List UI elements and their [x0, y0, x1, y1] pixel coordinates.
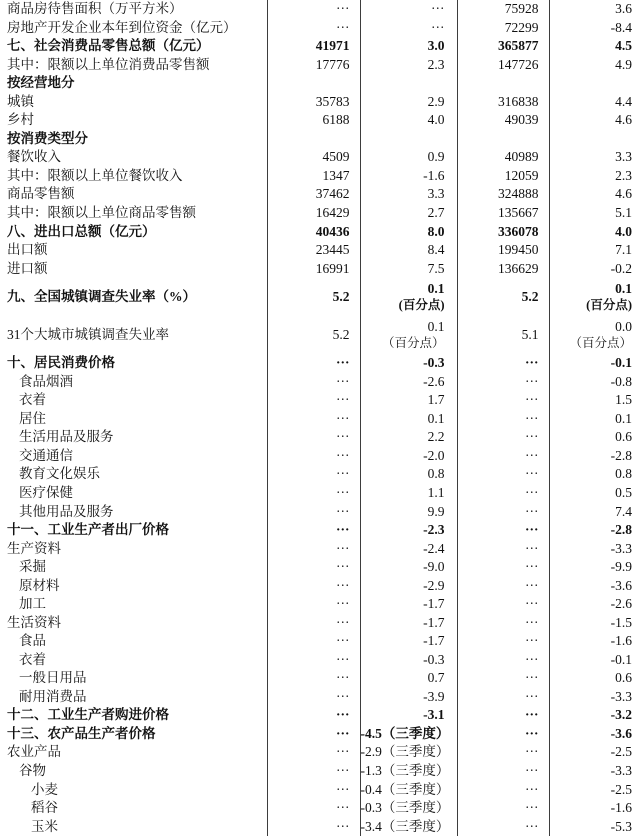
- cell-value: ···: [267, 428, 360, 447]
- row-label: 教育文化娱乐: [19, 466, 100, 482]
- row-label: 小麦: [31, 781, 58, 797]
- cell-value: ···: [457, 558, 549, 577]
- cell-value: 5.1: [549, 204, 644, 223]
- table-row: [0, 725, 644, 744]
- cell-value: 5.2: [267, 316, 360, 354]
- cell-value: -5.3: [549, 817, 644, 836]
- row-label: 加工: [19, 596, 46, 612]
- table-row: [0, 428, 644, 447]
- cell-value: ···: [267, 651, 360, 670]
- cell-value: -0.4（三季度）: [360, 780, 457, 799]
- cell-value: 40989: [457, 148, 549, 167]
- cell-value: -3.4（三季度）: [360, 817, 457, 836]
- cell-value: 5.2: [267, 278, 360, 316]
- row-label: 出口额: [7, 242, 48, 258]
- row-label: 31个大城市城镇调查失业率: [7, 326, 169, 342]
- table-row: [0, 465, 644, 484]
- cell-value: -1.5: [549, 614, 644, 633]
- cell-value: 0.8: [549, 465, 644, 484]
- cell-value: ···: [457, 391, 549, 410]
- table-row: [0, 373, 644, 392]
- row-label: 医疗保健: [19, 485, 73, 501]
- cell-value: ···: [267, 521, 360, 540]
- cell-value: ···: [457, 577, 549, 596]
- row-label: 生产资料: [7, 540, 61, 556]
- row-label: 其他用品及服务: [19, 503, 114, 519]
- cell-value: -3.2: [549, 706, 644, 725]
- cell-value: 5.2: [457, 278, 549, 316]
- table-row: [0, 799, 644, 818]
- cell-value: 3.0: [360, 37, 457, 56]
- table-row: [0, 614, 644, 633]
- cell-value: 35783: [267, 93, 360, 112]
- cell-value: 0.1 （百分点）: [360, 316, 457, 354]
- cell-value: ···: [457, 743, 549, 762]
- cell-value: -1.3（三季度）: [360, 762, 457, 781]
- cell-value: -2.9: [360, 577, 457, 596]
- cell-value: 37462: [267, 185, 360, 204]
- cell-value: 1.1: [360, 484, 457, 503]
- cell-value: 0.1 (百分点): [360, 278, 457, 316]
- table-row: [0, 521, 644, 540]
- cell-value: 0.6: [549, 669, 644, 688]
- cell-unit-note: （百分点）: [381, 336, 445, 351]
- table-row: [0, 577, 644, 596]
- cell-value: 41971: [267, 37, 360, 56]
- cell-value: 4.0: [549, 222, 644, 241]
- table-row: [0, 780, 644, 799]
- row-label: 房地产开发企业本年到位资金（亿元）: [7, 19, 237, 35]
- cell-value: 17776: [267, 56, 360, 75]
- cell-value: ···: [267, 762, 360, 781]
- cell-value: 135667: [457, 204, 549, 223]
- cell-value: -2.8: [549, 521, 644, 540]
- cell-value: ···: [457, 373, 549, 392]
- table-row: [0, 688, 644, 707]
- cell-value: ···: [267, 484, 360, 503]
- cell-value: 49039: [457, 111, 549, 130]
- cell-value: ···: [267, 743, 360, 762]
- cell-value: -2.8: [549, 447, 644, 466]
- cell-value: 0.7: [360, 669, 457, 688]
- table-row: [0, 0, 644, 19]
- cell-value: [457, 74, 549, 93]
- table-row: [0, 391, 644, 410]
- row-label: 食品烟酒: [19, 373, 73, 389]
- table-row: [0, 167, 644, 186]
- table-row: [0, 278, 644, 316]
- cell-value: 0.6: [549, 428, 644, 447]
- table-row: [0, 148, 644, 167]
- cell-value: ···: [457, 725, 549, 744]
- row-label: 十、居民消费价格: [7, 355, 115, 371]
- cell-value: ···: [457, 762, 549, 781]
- cell-value: 7.1: [549, 241, 644, 260]
- table-row: [0, 93, 644, 112]
- cell-value: ···: [457, 521, 549, 540]
- cell-value: 72299: [457, 19, 549, 38]
- row-label: 谷物: [19, 762, 46, 778]
- row-label: 衣着: [19, 392, 46, 408]
- table-row: [0, 632, 644, 651]
- table-row: [0, 74, 644, 93]
- cell-value: 336078: [457, 222, 549, 241]
- row-label: 九、全国城镇调查失业率（%）: [7, 288, 196, 304]
- row-label: 采掘: [19, 559, 46, 575]
- cell-value: 0.0 （百分点）: [549, 316, 644, 354]
- row-label: 一般日用品: [19, 670, 87, 686]
- cell-value: ···: [360, 19, 457, 38]
- cell-value: -4.5（三季度）: [360, 725, 457, 744]
- cell-value: -3.1: [360, 706, 457, 725]
- row-label: 八、进出口总额（亿元）: [7, 223, 156, 239]
- cell-value: ···: [267, 558, 360, 577]
- cell-value: ···: [457, 799, 549, 818]
- cell-value: ···: [457, 595, 549, 614]
- row-label: 其中：限额以上单位消费品零售额: [7, 56, 210, 72]
- cell-unit-note: (百分点): [586, 298, 632, 312]
- cell-value: 3.3: [360, 185, 457, 204]
- cell-value: 4.4: [549, 93, 644, 112]
- table-row: [0, 595, 644, 614]
- cell-value: 40436: [267, 222, 360, 241]
- cell-value: -2.5: [549, 780, 644, 799]
- cell-value: 12059: [457, 167, 549, 186]
- cell-value: 0.5: [549, 484, 644, 503]
- cell-value: ···: [457, 669, 549, 688]
- cell-value: 16429: [267, 204, 360, 223]
- row-label: 玉米: [31, 818, 58, 834]
- cell-value: 2.2: [360, 428, 457, 447]
- cell-value: ···: [457, 428, 549, 447]
- cell-value: ···: [267, 799, 360, 818]
- cell-value: -3.3: [549, 539, 644, 558]
- cell-value: 4.6: [549, 111, 644, 130]
- row-label: 交通通信: [19, 447, 73, 463]
- cell-value: ···: [267, 688, 360, 707]
- cell-value: 7.4: [549, 502, 644, 521]
- cell-value: -2.4: [360, 539, 457, 558]
- cell-value: ···: [457, 614, 549, 633]
- row-label: 十三、农产品生产者价格: [7, 725, 156, 741]
- table-row: [0, 651, 644, 670]
- cell-value: ···: [267, 817, 360, 836]
- cell-value: 0.1 (百分点): [549, 278, 644, 316]
- cell-value: 199450: [457, 241, 549, 260]
- cell-value: ···: [457, 484, 549, 503]
- cell-value: 16991: [267, 259, 360, 278]
- cell-value: ···: [267, 391, 360, 410]
- table-row: [0, 669, 644, 688]
- cell-value: 147726: [457, 56, 549, 75]
- cell-value: -3.6: [549, 725, 644, 744]
- cell-value: ···: [267, 595, 360, 614]
- cell-value: 1347: [267, 167, 360, 186]
- cell-value: 4.9: [549, 56, 644, 75]
- cell-value: [549, 130, 644, 149]
- cell-value: ···: [457, 706, 549, 725]
- cell-value: -1.6: [360, 167, 457, 186]
- cell-value: 5.1: [457, 316, 549, 354]
- cell-value: ···: [267, 19, 360, 38]
- row-label: 进口额: [7, 260, 48, 276]
- table-row: [0, 316, 644, 354]
- cell-value: -0.3（三季度）: [360, 799, 457, 818]
- table-row: [0, 502, 644, 521]
- cell-value: -9.0: [360, 558, 457, 577]
- cell-value: ···: [267, 354, 360, 373]
- cell-value: ···: [267, 465, 360, 484]
- table-row: [0, 185, 644, 204]
- table-row: [0, 354, 644, 373]
- cell-value: ···: [457, 651, 549, 670]
- table-row: [0, 130, 644, 149]
- cell-value: 6188: [267, 111, 360, 130]
- cell-value: ···: [267, 780, 360, 799]
- table-row: [0, 743, 644, 762]
- cell-value: -1.6: [549, 799, 644, 818]
- row-label: 七、社会消费品零售总额（亿元）: [7, 38, 210, 54]
- cell-value: -1.7: [360, 614, 457, 633]
- cell-value: -2.6: [360, 373, 457, 392]
- table-row: [0, 447, 644, 466]
- cell-value: -0.2: [549, 259, 644, 278]
- cell-value: ···: [457, 502, 549, 521]
- cell-value: 324888: [457, 185, 549, 204]
- row-label: 商品房待售面积（万平方米）: [7, 1, 183, 17]
- cell-value: -0.1: [549, 354, 644, 373]
- table-row: [0, 56, 644, 75]
- cell-value: ···: [267, 614, 360, 633]
- cell-value: -1.6: [549, 632, 644, 651]
- cell-value: [457, 130, 549, 149]
- cell-value: 1.5: [549, 391, 644, 410]
- cell-value: -1.7: [360, 595, 457, 614]
- row-label: 食品: [19, 633, 46, 649]
- row-label: 按消费类型分: [7, 130, 88, 146]
- cell-value: -3.3: [549, 688, 644, 707]
- cell-value: [267, 130, 360, 149]
- cell-value: 2.9: [360, 93, 457, 112]
- table-row: [0, 37, 644, 56]
- cell-value: -3.9: [360, 688, 457, 707]
- row-label: 十二、工业生产者购进价格: [7, 707, 169, 723]
- row-label: 按经营地分: [7, 75, 75, 91]
- cell-value: 4.5: [549, 37, 644, 56]
- row-label: 餐饮收入: [7, 149, 61, 165]
- cell-value: ···: [457, 539, 549, 558]
- cell-value: ···: [457, 632, 549, 651]
- row-label: 商品零售额: [7, 186, 75, 202]
- row-label: 农业产品: [7, 744, 61, 760]
- cell-value: [360, 130, 457, 149]
- cell-value: 9.9: [360, 502, 457, 521]
- cell-value: -2.9（三季度）: [360, 743, 457, 762]
- cell-value: 2.3: [549, 167, 644, 186]
- cell-value: 0.1: [549, 410, 644, 429]
- table-row: [0, 19, 644, 38]
- cell-value: 0.1: [360, 410, 457, 429]
- row-label: 耐用消费品: [19, 688, 87, 704]
- cell-value: ···: [267, 502, 360, 521]
- cell-value: -2.5: [549, 743, 644, 762]
- cell-value: [549, 74, 644, 93]
- cell-value: [267, 74, 360, 93]
- row-label: 生活资料: [7, 614, 61, 630]
- cell-value: 75928: [457, 0, 549, 19]
- table-row: [0, 241, 644, 260]
- cell-value: -8.4: [549, 19, 644, 38]
- table-row: [0, 259, 644, 278]
- cell-value: ···: [267, 577, 360, 596]
- table-row: [0, 706, 644, 725]
- cell-value: 2.7: [360, 204, 457, 223]
- cell-value: ···: [267, 410, 360, 429]
- row-label: 城镇: [7, 93, 34, 109]
- row-label: 原材料: [19, 577, 60, 593]
- row-label: 生活用品及服务: [19, 429, 114, 445]
- cell-value: -2.0: [360, 447, 457, 466]
- row-label: 乡村: [7, 112, 34, 128]
- cell-value: ···: [267, 539, 360, 558]
- cell-value: -2.3: [360, 521, 457, 540]
- cell-unit-note: (百分点): [398, 298, 445, 312]
- cell-value: -1.7: [360, 632, 457, 651]
- cell-value: 8.0: [360, 222, 457, 241]
- cell-value: 3.3: [549, 148, 644, 167]
- row-label: 稻谷: [31, 800, 58, 816]
- cell-value: -0.1: [549, 651, 644, 670]
- cell-value: -0.8: [549, 373, 644, 392]
- cell-value: 7.5: [360, 259, 457, 278]
- table-row: [0, 410, 644, 429]
- cell-value: ···: [457, 688, 549, 707]
- cell-value: ···: [457, 447, 549, 466]
- cell-value: 365877: [457, 37, 549, 56]
- cell-value: 1.7: [360, 391, 457, 410]
- cell-value: ···: [457, 354, 549, 373]
- cell-value: ···: [360, 0, 457, 19]
- cell-value: -3.3: [549, 762, 644, 781]
- cell-value: ···: [457, 465, 549, 484]
- table-row: [0, 558, 644, 577]
- cell-value: ···: [267, 725, 360, 744]
- cell-value: 0.9: [360, 148, 457, 167]
- row-label: 十一、工业生产者出厂价格: [7, 522, 169, 538]
- cell-value: ···: [267, 669, 360, 688]
- row-label: 其中：限额以上单位商品零售额: [7, 205, 196, 221]
- cell-value: ···: [267, 706, 360, 725]
- cell-value: 136629: [457, 259, 549, 278]
- row-label: 衣着: [19, 651, 46, 667]
- cell-value: 3.6: [549, 0, 644, 19]
- table-row: [0, 484, 644, 503]
- cell-unit-note: （百分点）: [569, 336, 632, 351]
- table-row: [0, 762, 644, 781]
- cell-value: -9.9: [549, 558, 644, 577]
- table-row: [0, 817, 644, 836]
- cell-value: -3.6: [549, 577, 644, 596]
- table-row: [0, 539, 644, 558]
- cell-value: 4.6: [549, 185, 644, 204]
- table-row: [0, 222, 644, 241]
- cell-value: 4.0: [360, 111, 457, 130]
- row-label: 居住: [19, 410, 46, 426]
- cell-value: 316838: [457, 93, 549, 112]
- table-row: [0, 111, 644, 130]
- cell-value: ···: [457, 410, 549, 429]
- cell-value: 8.4: [360, 241, 457, 260]
- cell-value: -2.6: [549, 595, 644, 614]
- cell-value: -0.3: [360, 354, 457, 373]
- row-label: 其中：限额以上单位餐饮收入: [7, 167, 183, 183]
- cell-value: 23445: [267, 241, 360, 260]
- cell-value: [360, 74, 457, 93]
- cell-value: ···: [267, 447, 360, 466]
- cell-value: ···: [267, 373, 360, 392]
- cell-value: -0.3: [360, 651, 457, 670]
- cell-value: 0.8: [360, 465, 457, 484]
- cell-value: 2.3: [360, 56, 457, 75]
- cell-value: ···: [267, 0, 360, 19]
- cell-value: ···: [457, 780, 549, 799]
- table-row: [0, 204, 644, 223]
- cell-value: ···: [267, 632, 360, 651]
- cell-value: ···: [457, 817, 549, 836]
- cell-value: 4509: [267, 148, 360, 167]
